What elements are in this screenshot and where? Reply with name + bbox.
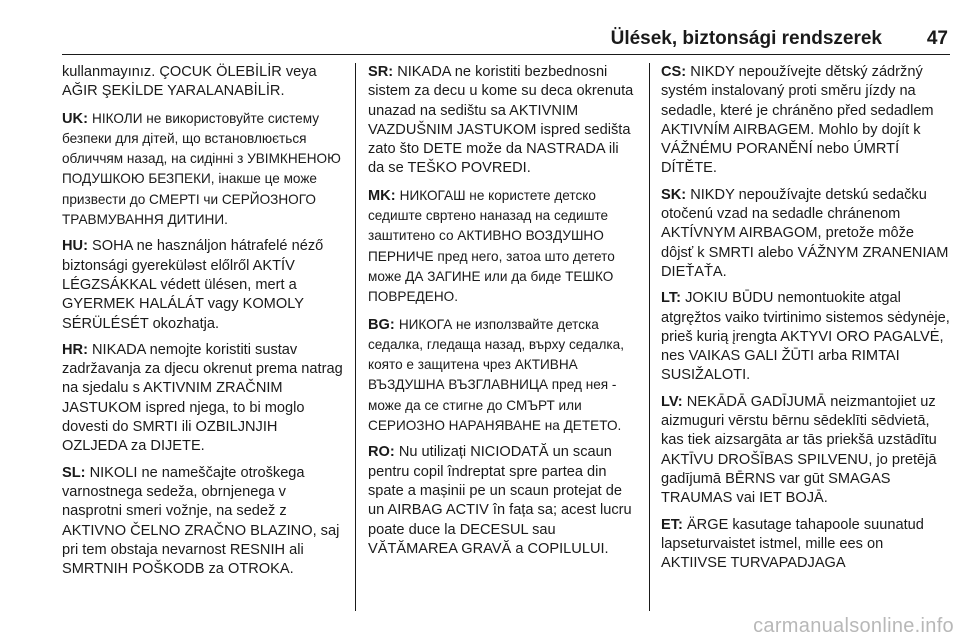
warning-paragraph: [62, 63, 346, 102]
warning-paragraph: [661, 63, 950, 179]
language-code: HR:: [62, 341, 88, 358]
warning-text: NIKDY nepoužívejte dětský zádržný systém instalovaný proti směru jízdy na sedadle, které je chráněno před sedadlem AKTIVNÍM AIRBAGEM. Mohlo by dojít k VÁŽNÉMU PORANĚNÍ nebo ÚMRTÍ DÍTĚTE.: [661, 64, 934, 177]
warning-text: JOKIU BŪDU nemontuokite atgal atgręžtos vaiko tvirtinimo sistemos sėdynėje, prieš kurią įrengta AKTYVI ORO PAGALVĖ, nes VAIKAS GALI ŽŪTI arba RIMTAI SUSIŽALOTI.: [661, 290, 950, 384]
warning-paragraph: [661, 516, 950, 574]
text-column-2: [368, 63, 638, 566]
warning-paragraph: [62, 464, 346, 580]
warning-paragraph: [62, 109, 346, 231]
warning-text: NIKOLI ne nameščajte otroškega varnostnega sedeža, obrnjenega v nasprotni smeri vožnje, na sedež z AKTIVNO ČELNO ZRAČNO BLAZINO, saj pri tem obstaja nevarnost RESNIH ali SMRTNIH POŠKODB za OTROKA.: [62, 464, 340, 578]
warning-paragraph: [368, 443, 638, 559]
language-code: UK:: [62, 110, 88, 127]
warning-text: Nu utilizați NICIODATĂ un scaun pentru copil îndreptat spre partea din spate a mașinii pe un scaun protejat de un AIRBAG ACTIV în fața sa; acest lucru poate duce la DECESUL sau VĂTĂMAREA GRAVĂ a COPILULUI.: [368, 444, 632, 557]
language-code: CS:: [661, 64, 687, 80]
section-title: Ülések, biztonsági rendszerek: [610, 28, 882, 49]
language-code: MK:: [368, 187, 396, 204]
language-code: LT:: [661, 290, 681, 307]
warning-text: ÄRGE kasutage tahapoole suunatud lapseturvaistet istmel, mille ees on AKTIIVSE TURVAPADJAGA: [661, 516, 924, 572]
language-code: BG:: [368, 316, 395, 333]
warning-paragraph: [368, 63, 638, 179]
watermark: carmanualsonline.info: [753, 615, 954, 637]
warning-paragraph: [661, 289, 950, 385]
warning-paragraph: [368, 186, 638, 308]
language-code: SL:: [62, 464, 86, 481]
warning-text: NIKDY nepoužívajte detskú sedačku otočenú vzad na sedadle chránenom AKTÍVNYM AIRBAGOM, pretože môže dôjsť k SMRTI alebo VÁŽNYM ZRANENIAM DIEŤAŤA.: [661, 186, 949, 280]
warning-paragraph: [62, 341, 346, 457]
language-code: SK:: [661, 186, 687, 203]
language-code: LV:: [661, 393, 683, 410]
warning-paragraph: [368, 315, 638, 437]
text-column-3: [661, 63, 950, 580]
warning-text: kullanmayınız. ÇOCUK ÖLEBİLİR veya AĞIR ŞEKİLDE YARALANABİLİR.: [62, 64, 317, 100]
header-rule: [62, 54, 950, 55]
page-header: [0, 0, 960, 52]
warning-text: NEKĀDĀ GADĪJUMĀ neizmantojiet uz aizmuguri vērstu bērnu sēdeklīti sēdvietā, kas tiek aizsargāta ar tās priekšā uzstādītu AKTĪVU DROŠĪBAS SPILVENU, jo pretējā gadījumā BĒRNS var gūt SMAGAS TRAUMAS vai IET BOJĀ.: [661, 393, 937, 507]
language-code: ET:: [661, 516, 683, 533]
column-divider: [355, 63, 356, 611]
page-number: 47: [926, 28, 948, 49]
column-divider: [649, 63, 650, 611]
warning-text: SOHA ne használjon hátrafelé néző biztonsági gyereküləst előlről AKTÍV LÉGZSÁKKAL védett ülésen, mert a GYERMEK HALÁLÁT vagy KOMOLY SÉRÜLÉSÉT okozhatja.: [62, 238, 324, 332]
warning-paragraph: [62, 237, 346, 333]
warning-text: НИКОГАШ не користете детско седиште свртено наназад на седиште заштитено со АКТИВНО ВОЗДУШНО ПЕРНИЧЕ пред него, затоа што детето може ДА ЗАГИНЕ или да биде ТЕШКО ПОВРЕДЕНО.: [368, 187, 615, 305]
warning-text: NIKADA ne koristiti bezbednosni sistem za decu u kome su deca okrenuta unazad na sedištu sa AKTIVNIM VAZDUŠNIM JASTUKOM ispred sedišta zato što DETE može da NASTRADA ili da se TEŠKO POVREDI.: [368, 64, 634, 177]
warning-text: NIKADA nemojte koristiti sustav zadržavanja za djecu okrenut prema natrag na sjedalu s AKTIVNIM ZRAČNIM JASTUKOM ispred njega, to bi moglo dovesti do SMRTI ili OZBILJNJIH OZLJEDA za DIJETE.: [62, 341, 343, 455]
warning-text: НІКОЛИ не використовуйте систему безпеки для дітей, що встановлюється обличчям назад, на сидінні з УВІМКНЕНОЮ ПОДУШКОЮ БЕЗПЕКИ, інакше це може призвести до СМЕРТІ чи СЕРЙОЗНОГО ТРАВМУВАННЯ ДИТИНИ.: [62, 110, 341, 228]
warning-text: НИКОГА не използвайте детска седалка, гледаща назад, върху седалка, която е защитена чрез АКТИВНА ВЪЗДУШНА ВЪЗГЛАВНИЦА пред нея - може да се стигне до СМЪРТ или СЕРИОЗНО НАРАНЯВАНЕ на ДЕТЕТО.: [368, 316, 625, 434]
language-code: HU:: [62, 238, 88, 255]
warning-paragraph: [661, 186, 950, 282]
language-code: RO:: [368, 444, 395, 461]
language-code: SR:: [368, 64, 394, 80]
warning-paragraph: [661, 393, 950, 509]
text-column-1: [62, 63, 346, 586]
